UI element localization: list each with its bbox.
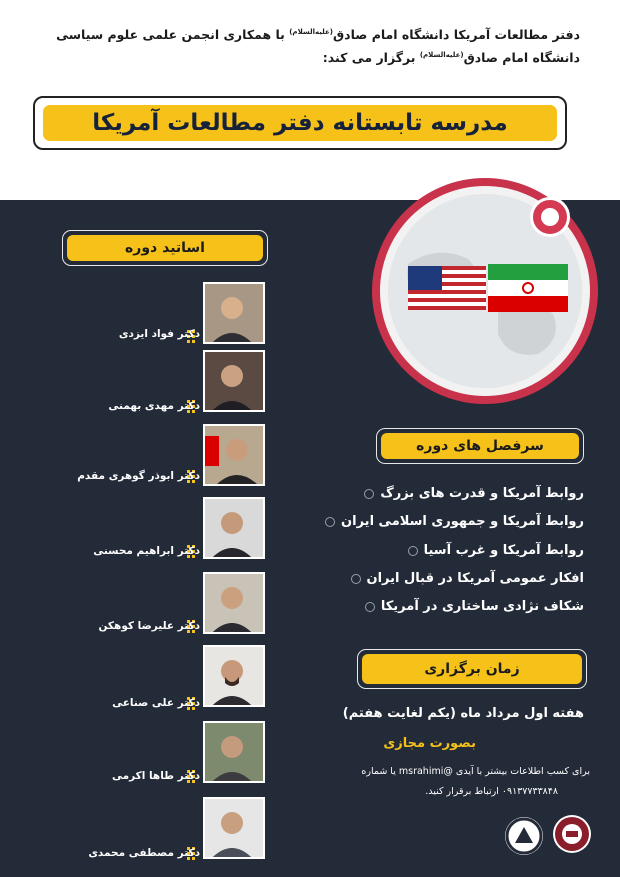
professor-photo (203, 424, 265, 486)
page-title: مدرسه تابستانه دفتر مطالعات آمریکا (43, 105, 557, 141)
professor-name: دکتر علیرضا کوهکن (98, 620, 200, 632)
university-logo-icon (505, 817, 543, 855)
topic-item (325, 514, 584, 529)
professor-photo (203, 721, 265, 783)
intro-text (20, 22, 580, 68)
professor-photo (203, 350, 265, 412)
emblem-icon (553, 815, 591, 853)
intro-line-2-sup: (علیه‌السلام) (419, 51, 464, 60)
professor-name: دکتر ابراهیم محسنی (93, 545, 200, 557)
topic-label: شکاف نژادی ساختاری در آمریکا (380, 599, 584, 614)
professor-name: دکتر طاها اکرمی (111, 770, 200, 782)
professor-photo (203, 645, 265, 707)
intro-line-1-part-b: با همکاری انجمن علمی علوم سیاسی (56, 27, 285, 43)
title-frame (33, 96, 567, 150)
person-icon (203, 723, 263, 783)
schedule-heading: زمان برگزاری (362, 654, 582, 684)
association-logo-icon (553, 815, 591, 853)
circle-bullet-icon (325, 517, 335, 527)
topic-item (364, 486, 584, 501)
intro-line-2-part-a: دانشگاه امام صادق (463, 50, 580, 66)
professor-photo (203, 572, 265, 634)
globe-dot-icon (530, 197, 570, 237)
professor-photo (203, 797, 265, 859)
intro-line-1-sup: (علیه‌السلام) (289, 28, 333, 36)
topic-label: روابط آمریکا و قدرت های بزرگ (380, 486, 584, 501)
person-icon (203, 799, 263, 859)
format-text: بصورت مجازی (383, 736, 476, 751)
topic-item (365, 599, 584, 614)
person-icon (203, 284, 263, 344)
contact-line-1: برای کسب اطلاعات بیشتر با آیدی @msrahimi یا شماره (361, 766, 590, 777)
circle-bullet-icon (365, 602, 375, 612)
topic-label: روابط آمریکا و غرب آسیا (423, 543, 584, 558)
topics-heading-box (376, 428, 584, 464)
professor-name: دکتر علی صناعی (112, 697, 200, 709)
professor-name: دکتر مهدی بهمنی (108, 400, 200, 412)
schedule-heading-box (357, 649, 587, 689)
professor-photo (203, 282, 265, 344)
professor-name: دکتر مصطفی محمدی (88, 847, 200, 859)
topic-label: افکار عمومی آمریکا در قبال ایران (366, 571, 584, 586)
person-icon (203, 574, 263, 634)
person-icon (203, 499, 263, 559)
topics-heading: سرفصل های دوره (381, 433, 579, 459)
intro-line-2 (20, 45, 580, 68)
professor-name: دکتر ابوذر گوهری مقدم (77, 470, 200, 482)
professor-name: دکتر فواد ایزدی (118, 328, 200, 340)
contact-line-2: ۰۹۱۳۷۷۳۳۸۴۸ ارتباط برقرار کنید. (425, 786, 558, 797)
person-icon (203, 647, 263, 707)
professor-photo (203, 497, 265, 559)
intro-line-2-part-b: برگزار می کند: (322, 50, 416, 66)
topic-item (408, 543, 584, 558)
professors-heading-box (62, 230, 268, 266)
topic-item (351, 571, 585, 586)
topic-label: روابط آمریکا و جمهوری اسلامی ایران (341, 514, 584, 529)
circle-bullet-icon (351, 574, 361, 584)
emblem-icon (505, 817, 543, 855)
person-icon (203, 352, 263, 412)
intro-line-1-part-a: دفتر مطالعات آمریکا دانشگاه امام صادق (332, 27, 580, 43)
intro-line-1 (20, 22, 580, 45)
circle-bullet-icon (408, 546, 418, 556)
professors-heading: اساتید دوره (67, 235, 263, 261)
circle-bullet-icon (364, 489, 374, 499)
person-icon (203, 426, 263, 486)
schedule-text: هفته اول مرداد ماه (یکم لغایت هفتم) (342, 706, 584, 721)
